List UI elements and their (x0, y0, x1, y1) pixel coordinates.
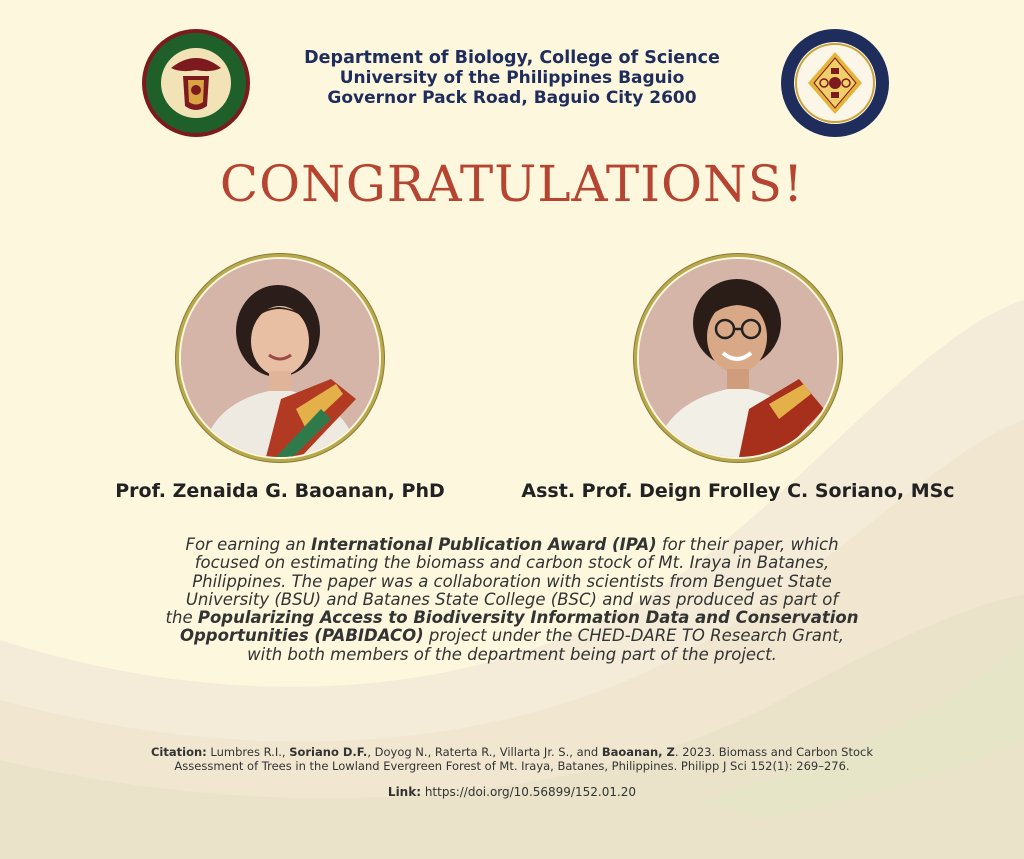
citation-line-1 (60, 745, 964, 759)
description-line-7: with both members of the department being part of the project. (247, 644, 777, 664)
citation (60, 745, 964, 773)
doi-link[interactable]: https://doi.org/10.56899/152.01.20 (421, 785, 637, 799)
description-text: For earning an (185, 535, 312, 554)
congratulations-title: CONGRATULATIONS! (219, 155, 805, 213)
portrait-zenaida-baoanan (181, 259, 379, 457)
name-deign-soriano: Asst. Prof. Deign Frolley C. Soriano, MSc (521, 480, 955, 502)
header-department: Department of Biology, College of Science (304, 48, 720, 68)
description-text: project under the CHED-DARE TO Research Grant, (423, 626, 845, 646)
citation-text: . 2023. Biomass and Carbon Stock (674, 745, 874, 759)
up-seal-icon (141, 28, 251, 138)
description-line-5 (110, 609, 914, 627)
award-name: International Publication Award (IPA) (311, 535, 657, 554)
citation-text: , Doyog N., Raterta R., Villarta Jr. S., and (367, 745, 602, 759)
citation-author: Baoanan, Z (601, 745, 675, 759)
description-line-1 (110, 536, 914, 554)
person-photo-icon (639, 259, 837, 457)
description-line-2: focused on estimating the biomass and carbon stock of Mt. Iraya in Batanes, (194, 553, 830, 573)
award-description (110, 536, 914, 664)
person-photo-icon (181, 259, 379, 457)
header-address: Governor Pack Road, Baguio City 2600 (327, 88, 697, 108)
project-name: Popularizing Access to Biodiversity Information Data and Conservation (197, 608, 859, 628)
citation-author: Soriano D.F. (289, 745, 368, 759)
project-name: Opportunities (PABIDACO) (179, 626, 424, 646)
college-of-science-logo (780, 28, 890, 138)
description-text: for their paper, which (656, 535, 839, 554)
description-text: the (165, 608, 198, 628)
citation-line-2: Assessment of Trees in the Lowland Evergreen Forest of Mt. Iraya, Batanes, Philippines. Philipp J Sci 152(1): 269–276. (174, 759, 850, 773)
header (262, 48, 762, 108)
header-university: University of the Philippines Baguio (339, 68, 685, 88)
citation-text: Lumbres R.I., (206, 745, 290, 759)
link-label: Link: (387, 785, 422, 799)
portrait-deign-soriano (639, 259, 837, 457)
name-zenaida-baoanan: Prof. Zenaida G. Baoanan, PhD (115, 480, 445, 502)
description-line-3: Philippines. The paper was a collaboration with scientists from Benguet State (192, 571, 832, 591)
description-line-6 (110, 627, 914, 645)
doi-link-line (0, 785, 1024, 799)
description-line-4: University (BSU) and Batanes State College (BSC) and was produced as part of (185, 589, 839, 609)
up-seal-logo (141, 28, 251, 138)
college-of-science-seal-icon (780, 28, 890, 138)
citation-label: Citation: (150, 745, 207, 759)
